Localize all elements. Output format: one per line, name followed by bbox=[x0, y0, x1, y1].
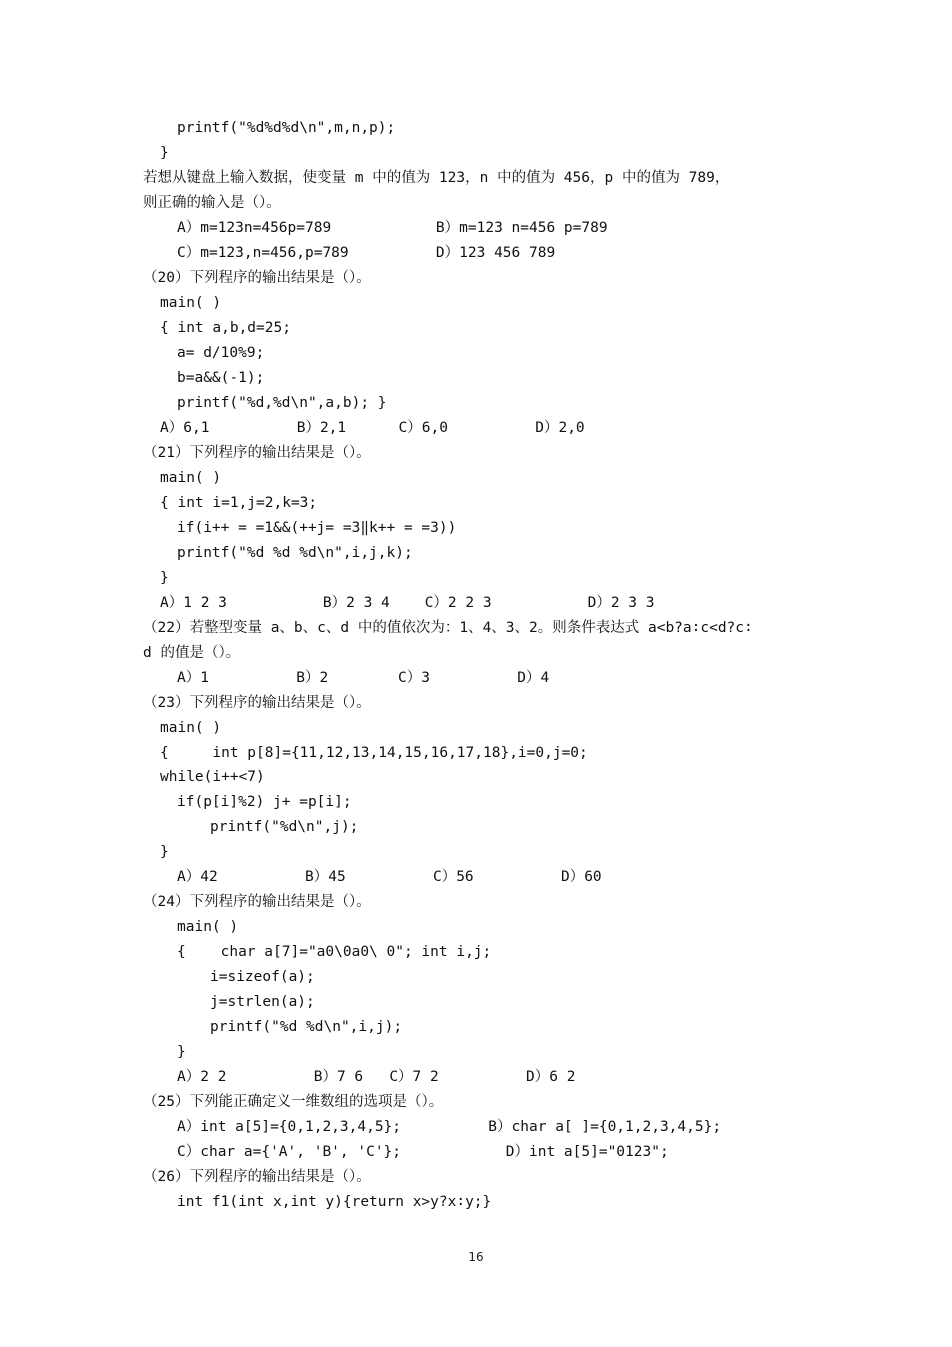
code-line: { int p[8]={11,12,13,14,15,16,17,18},i=0,j=0; bbox=[160, 745, 588, 761]
code-line: { char a[7]="a0\0a0\ 0"; int i,j; bbox=[177, 944, 492, 960]
question-heading: （26）下列程序的输出结果是（）。 bbox=[143, 1169, 371, 1185]
code-line: main( ) bbox=[160, 470, 222, 486]
answer-options: A）m=123n=456p=789 B）m=123 n=456 p=789 bbox=[177, 220, 608, 236]
answer-options: A）42 B）45 C）56 D）60 bbox=[177, 869, 602, 885]
code-line: while(i++<7) bbox=[160, 769, 265, 785]
code-line: } bbox=[160, 145, 169, 161]
code-line: main( ) bbox=[160, 720, 222, 736]
code-line: main( ) bbox=[160, 295, 222, 311]
answer-options: A）6,1 B）2,1 C）6,0 D）2,0 bbox=[160, 420, 585, 436]
code-line: printf("%d %d\n",i,j); bbox=[210, 1019, 403, 1035]
code-line: printf("%d%d%d\n",m,n,p); bbox=[177, 120, 396, 136]
question-heading: （25）下列能正确定义一维数组的选项是（）。 bbox=[143, 1094, 444, 1110]
answer-options: C）char a={'A', 'B', 'C'}; D）int a[5]="0123"; bbox=[177, 1144, 669, 1160]
code-line: main( ) bbox=[177, 919, 239, 935]
question-text: 若想从键盘上输入数据，使变量 m 中的值为 123，n 中的值为 456，p 中的值为 789， bbox=[143, 170, 730, 186]
code-line: { int a,b,d=25; bbox=[160, 320, 291, 336]
code-line: printf("%d %d %d\n",i,j,k); bbox=[177, 545, 413, 561]
code-line: j=strlen(a); bbox=[210, 994, 315, 1010]
code-line: } bbox=[177, 1044, 186, 1060]
code-line: } bbox=[160, 844, 169, 860]
answer-options: A）1 B）2 C）3 D）4 bbox=[177, 670, 550, 686]
question-heading: （23）下列程序的输出结果是（）。 bbox=[143, 695, 371, 711]
question-heading: （22）若整型变量 a、b、c、d 中的值依次为：1、4、3、2。则条件表达式 a<b?a∶c<d?c∶ bbox=[143, 620, 753, 636]
answer-options: C）m=123,n=456,p=789 D）123 456 789 bbox=[177, 245, 556, 261]
code-line: { int i=1,j=2,k=3; bbox=[160, 495, 318, 511]
question-heading: （24）下列程序的输出结果是（）。 bbox=[143, 894, 371, 910]
code-line: if(p[i]%2) j+ =p[i]; bbox=[177, 794, 352, 810]
code-line: a= d/10%9; bbox=[177, 345, 265, 361]
code-line: if(i++ = =1&&(++j= =3‖k++ = =3)) bbox=[177, 520, 457, 536]
answer-options: A）2 2 B）7 6 C）7 2 D）6 2 bbox=[177, 1069, 576, 1085]
code-line: b=a&&(-1); bbox=[177, 370, 265, 386]
page-number: 16 bbox=[468, 1250, 484, 1264]
question-heading: （21）下列程序的输出结果是（）。 bbox=[143, 445, 371, 461]
code-line: int f1(int x,int y){return x>y?x∶y;} bbox=[177, 1194, 492, 1210]
question-text: d 的值是（）。 bbox=[143, 645, 241, 661]
code-line: } bbox=[160, 570, 169, 586]
code-line: printf("%d\n",j); bbox=[210, 819, 359, 835]
question-heading: （20）下列程序的输出结果是（）。 bbox=[143, 270, 371, 286]
code-line: i=sizeof(a); bbox=[210, 969, 315, 985]
answer-options: A）int a[5]={0,1,2,3,4,5}; B）char a[ ]={0,1,2,3,4,5}; bbox=[177, 1119, 722, 1135]
code-line: printf("%d,%d\n",a,b); } bbox=[177, 395, 387, 411]
answer-options: A）1 2 3 B）2 3 4 C）2 2 3 D）2 3 3 bbox=[160, 595, 655, 611]
question-text: 则正确的输入是（）。 bbox=[143, 195, 281, 211]
